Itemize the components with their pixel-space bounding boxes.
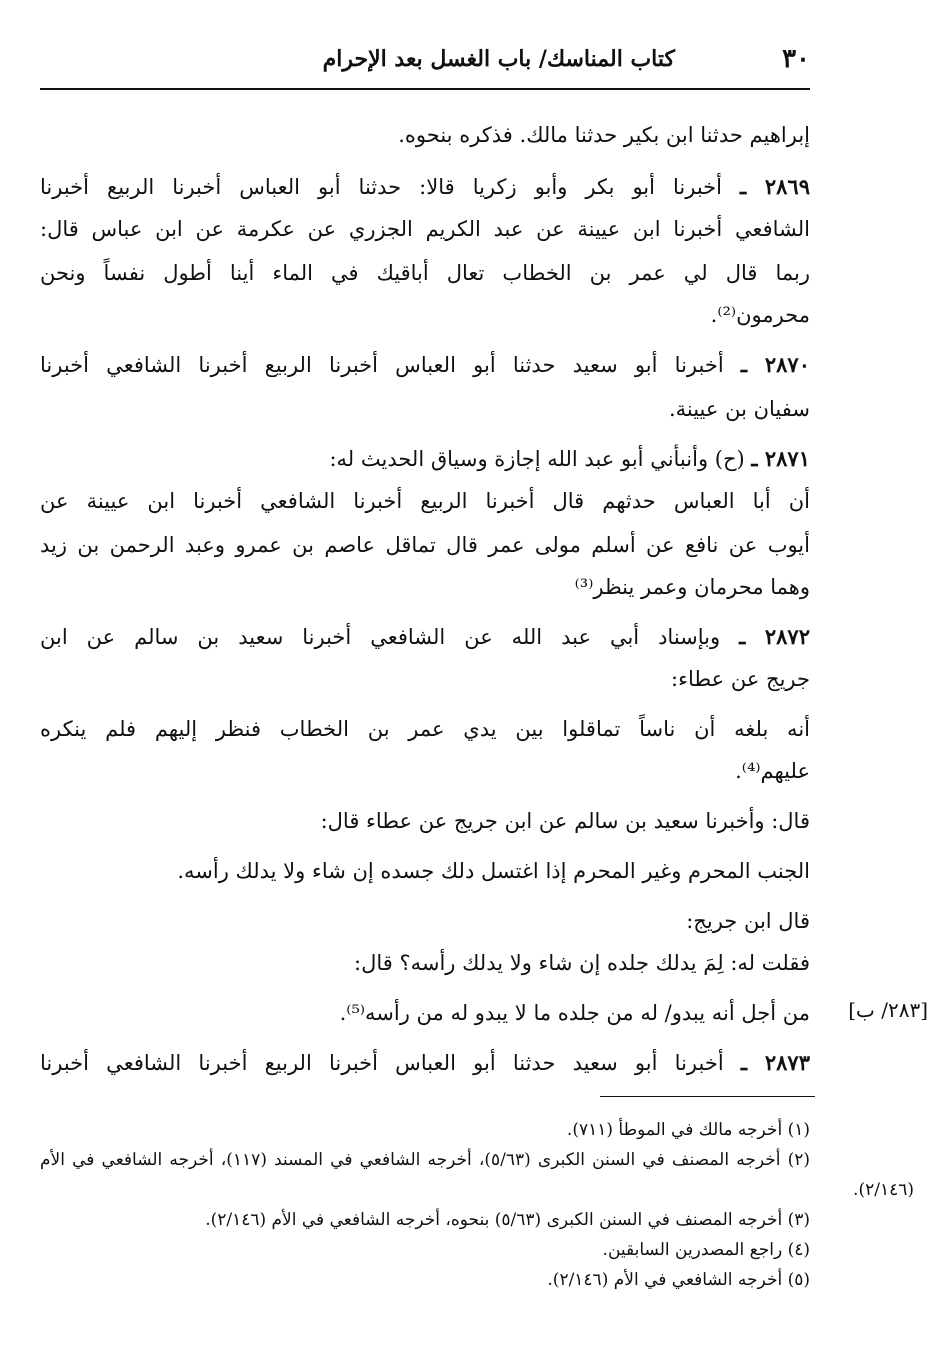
text-line: من أجل أنه يبدو/ له من جلده ما لا يبدو له من رأسه⁽⁵⁾. [339, 1001, 810, 1025]
hadith-number: ٢٨٦٩ ـ [740, 174, 810, 199]
running-header [40, 42, 810, 90]
text-line: إبراهيم حدثنا ابن بكير حدثنا مالك. فذكره بنحوه. [398, 123, 810, 147]
hadith-2869-line: ٢٨٦٩ ـ أخبرنا أبو بكر وأبو زكريا قالا: حدثنا أبو العباس أخبرنا الربيع أخبرنا [40, 174, 810, 199]
running-title: كتاب المناسك/ باب الغسل بعد الإحرام [322, 46, 675, 72]
text-line: أنه بلغه أن ناساً تماقلوا بين يدي عمر بن الخطاب فنظر إليهم فلم ينكره [40, 717, 810, 741]
page-number: ٣٠ [782, 44, 810, 74]
hadith-2872-line: ٢٨٧٢ ـ وبإسناد أبي عبد الله عن الشافعي أخبرنا سعيد بن سالم عن ابن [40, 624, 810, 649]
hadith-number: ٢٨٧٣ ـ [740, 1050, 810, 1075]
text-line: محرمون⁽²⁾. [710, 303, 810, 327]
footnote: (٢) أخرجه المصنف في السنن الكبرى (٥/٦٣)، أخرجه الشافعي في المسند (١١٧)، أخرجه الشافعي في الأم [40, 1150, 810, 1170]
footnote: (٣) أخرجه المصنف في السنن الكبرى (٥/٦٣) بنحوه، أخرجه الشافعي في الأم (٢/١٤٦). [205, 1210, 810, 1230]
footnote-separator [600, 1096, 815, 1097]
text-line: قال: وأخبرنا سعيد بن سالم عن ابن جريج عن عطاء قال: [320, 809, 810, 833]
hadith-number: ٢٨٧٠ ـ [740, 352, 810, 377]
text-line: وهما محرمان وعمر ينظر⁽³⁾ [574, 575, 810, 599]
text-line: عليهم⁽⁴⁾. [735, 759, 810, 783]
text-line: أيوب عن نافع عن أسلم مولى عمر قال تماقل عاصم بن عمرو وعبد الرحمن بن زيد [40, 533, 810, 557]
hadith-number: ٢٨٧٢ ـ [739, 624, 810, 649]
text-line: الجنب المحرم وغير المحرم إذا اغتسل دلك جسده إن شاء ولا يدلك رأسه. [177, 859, 810, 883]
hadith-2871-line: ٢٨٧١ ـ (ح) وأنبأني أبو عبد الله إجازة وسياق الحديث له: [329, 446, 810, 471]
footnote: (٤) راجع المصدرين السابقين. [602, 1240, 810, 1260]
hadith-2873-line: ٢٨٧٣ ـ أخبرنا أبو سعيد حدثنا أبو العباس أخبرنا الربيع أخبرنا الشافعي أخبرنا [40, 1050, 810, 1075]
text-line: أن أبا العباس حدثهم قال أخبرنا الربيع أخبرنا الشافعي أخبرنا ابن عيينة عن [40, 489, 810, 513]
text-line: ربما قال لي عمر بن الخطاب تعال أباقيك في الماء أينا أطول نفساً ونحن [40, 261, 810, 285]
footnote: (١) أخرجه مالك في الموطأ (٧١١). [566, 1120, 810, 1140]
footnote: (٥) أخرجه الشافعي في الأم (٢/١٤٦). [547, 1270, 810, 1290]
text-line: جريج عن عطاء: [671, 667, 810, 691]
manuscript-folio-marker: [٢٨٣/ ب] [848, 998, 928, 1022]
text-line: الشافعي أخبرنا ابن عيينة عن عبد الكريم الجزري عن عكرمة عن ابن عباس قال: [40, 217, 810, 241]
hadith-2870-line: ٢٨٧٠ ـ أخبرنا أبو سعيد حدثنا أبو العباس أخبرنا الربيع أخبرنا الشافعي أخبرنا [40, 352, 810, 377]
text-line: فقلت له: لِمَ يدلك جلده إن شاء ولا يدلك رأسه؟ قال: [354, 951, 810, 975]
footnote-continuation: (٢/١٤٦). [853, 1180, 914, 1200]
hadith-number: ٢٨٧١ ـ [751, 446, 810, 471]
text-line: سفيان بن عيينة. [668, 397, 810, 421]
text-line: قال ابن جريج: [686, 909, 810, 933]
